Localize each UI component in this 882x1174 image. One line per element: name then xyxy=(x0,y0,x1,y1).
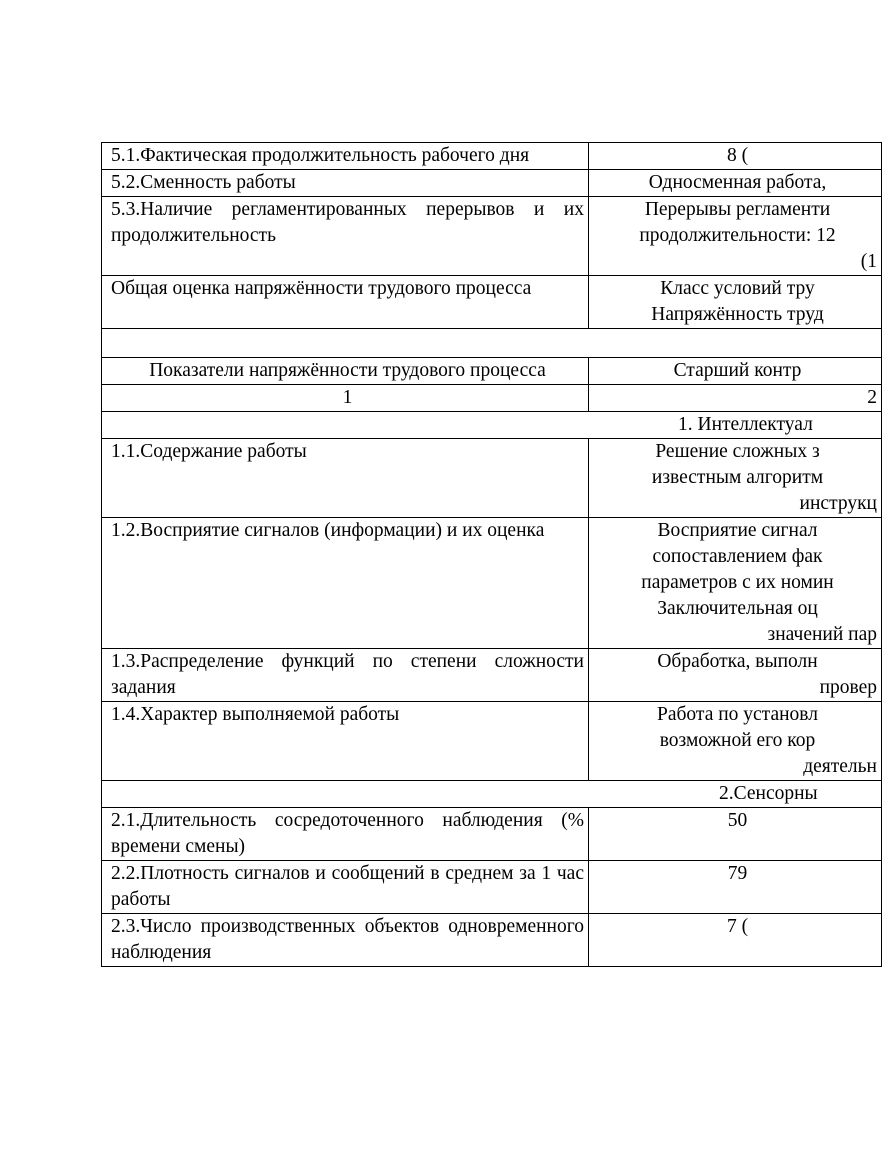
row-label: 1.1.Содержание работы xyxy=(102,439,589,518)
row-value xyxy=(589,143,882,170)
row-label: 1.3.Распределение функций по степени сложности задания xyxy=(102,649,589,702)
row-value xyxy=(589,197,882,276)
value-line: инструкц xyxy=(799,493,877,514)
value-line: значений пар xyxy=(767,624,877,645)
row-label: 5.2.Сменность работы xyxy=(102,170,589,197)
row-value xyxy=(589,170,882,197)
table-row xyxy=(102,439,882,518)
column-number-1: 1 xyxy=(102,385,589,412)
row-label: Общая оценка напряжённости трудового процесса xyxy=(102,276,589,329)
table-row xyxy=(102,170,882,197)
row-label: 1.2.Восприятие сигналов (информации) и их оценка xyxy=(102,518,589,649)
table-row xyxy=(102,197,882,276)
value-line: Работа по установл xyxy=(657,704,818,725)
row-value xyxy=(589,276,882,329)
value-line: возможной его кор xyxy=(659,730,816,751)
row-value xyxy=(589,914,882,967)
column-number-row xyxy=(102,385,882,412)
value-line: Восприятие сигнал xyxy=(657,520,818,541)
value-line: Класс условий тру xyxy=(660,278,815,299)
value-line: Обработка, выполн xyxy=(657,651,818,672)
value-line: 79 xyxy=(727,863,748,884)
column-number-2: 2 xyxy=(589,385,882,412)
column-header-position: Старший контр xyxy=(589,358,882,385)
table-row xyxy=(102,276,882,329)
spacer-cell xyxy=(102,329,882,358)
value-line: 8 ( xyxy=(726,145,749,166)
value-line: продолжительности: 12 xyxy=(639,225,836,246)
section-row xyxy=(102,781,882,808)
table-row xyxy=(102,702,882,781)
table-row xyxy=(102,143,882,170)
row-value xyxy=(589,518,882,649)
row-value xyxy=(589,439,882,518)
value-line: провер xyxy=(819,677,877,698)
row-value xyxy=(589,702,882,781)
section-title xyxy=(102,412,882,439)
row-label: 5.3.Наличие регламентированных перерывов и их продолжительность xyxy=(102,197,589,276)
table-row xyxy=(102,808,882,861)
section-row xyxy=(102,412,882,439)
section-title-text: 1. Интеллектуал xyxy=(678,414,813,435)
row-label: 5.1.Фактическая продолжительность рабочего дня xyxy=(102,143,589,170)
value-line: Перерывы регламенти xyxy=(644,199,831,220)
section-title xyxy=(102,781,882,808)
value-line: сопоставлением фак xyxy=(652,546,823,567)
row-value xyxy=(589,649,882,702)
row-label: 2.1.Длительность сосредоточенного наблюдения (% времени смены) xyxy=(102,808,589,861)
row-value xyxy=(589,808,882,861)
value-line: 50 xyxy=(727,810,748,831)
value-line: параметров с их номин xyxy=(641,572,834,593)
spacer-row xyxy=(102,329,882,358)
value-line: (1 xyxy=(860,251,877,272)
table-row xyxy=(102,649,882,702)
column-header-indicators: Показатели напряжённости трудового процесса xyxy=(102,358,589,385)
table-row xyxy=(102,861,882,914)
row-label: 2.3.Число производственных объектов одновременного наблюдения xyxy=(102,914,589,967)
table-row xyxy=(102,518,882,649)
row-label: 1.4.Характер выполняемой работы xyxy=(102,702,589,781)
header-row xyxy=(102,358,882,385)
working-conditions-table xyxy=(101,142,882,967)
value-line: Решение сложных з xyxy=(655,441,820,462)
value-line: Заключительная оц xyxy=(657,598,818,619)
section-title-text: 2.Сенсорны xyxy=(719,783,818,804)
row-value xyxy=(589,861,882,914)
value-line: известным алгоритм xyxy=(651,467,824,488)
value-line: 7 ( xyxy=(726,916,749,937)
value-line: Напряжённость труд xyxy=(651,304,824,325)
table-row xyxy=(102,914,882,967)
row-label: 2.2.Плотность сигналов и сообщений в среднем за 1 час работы xyxy=(102,861,589,914)
value-line: Односменная работа, xyxy=(648,172,827,193)
value-line: деятельн xyxy=(803,756,877,777)
